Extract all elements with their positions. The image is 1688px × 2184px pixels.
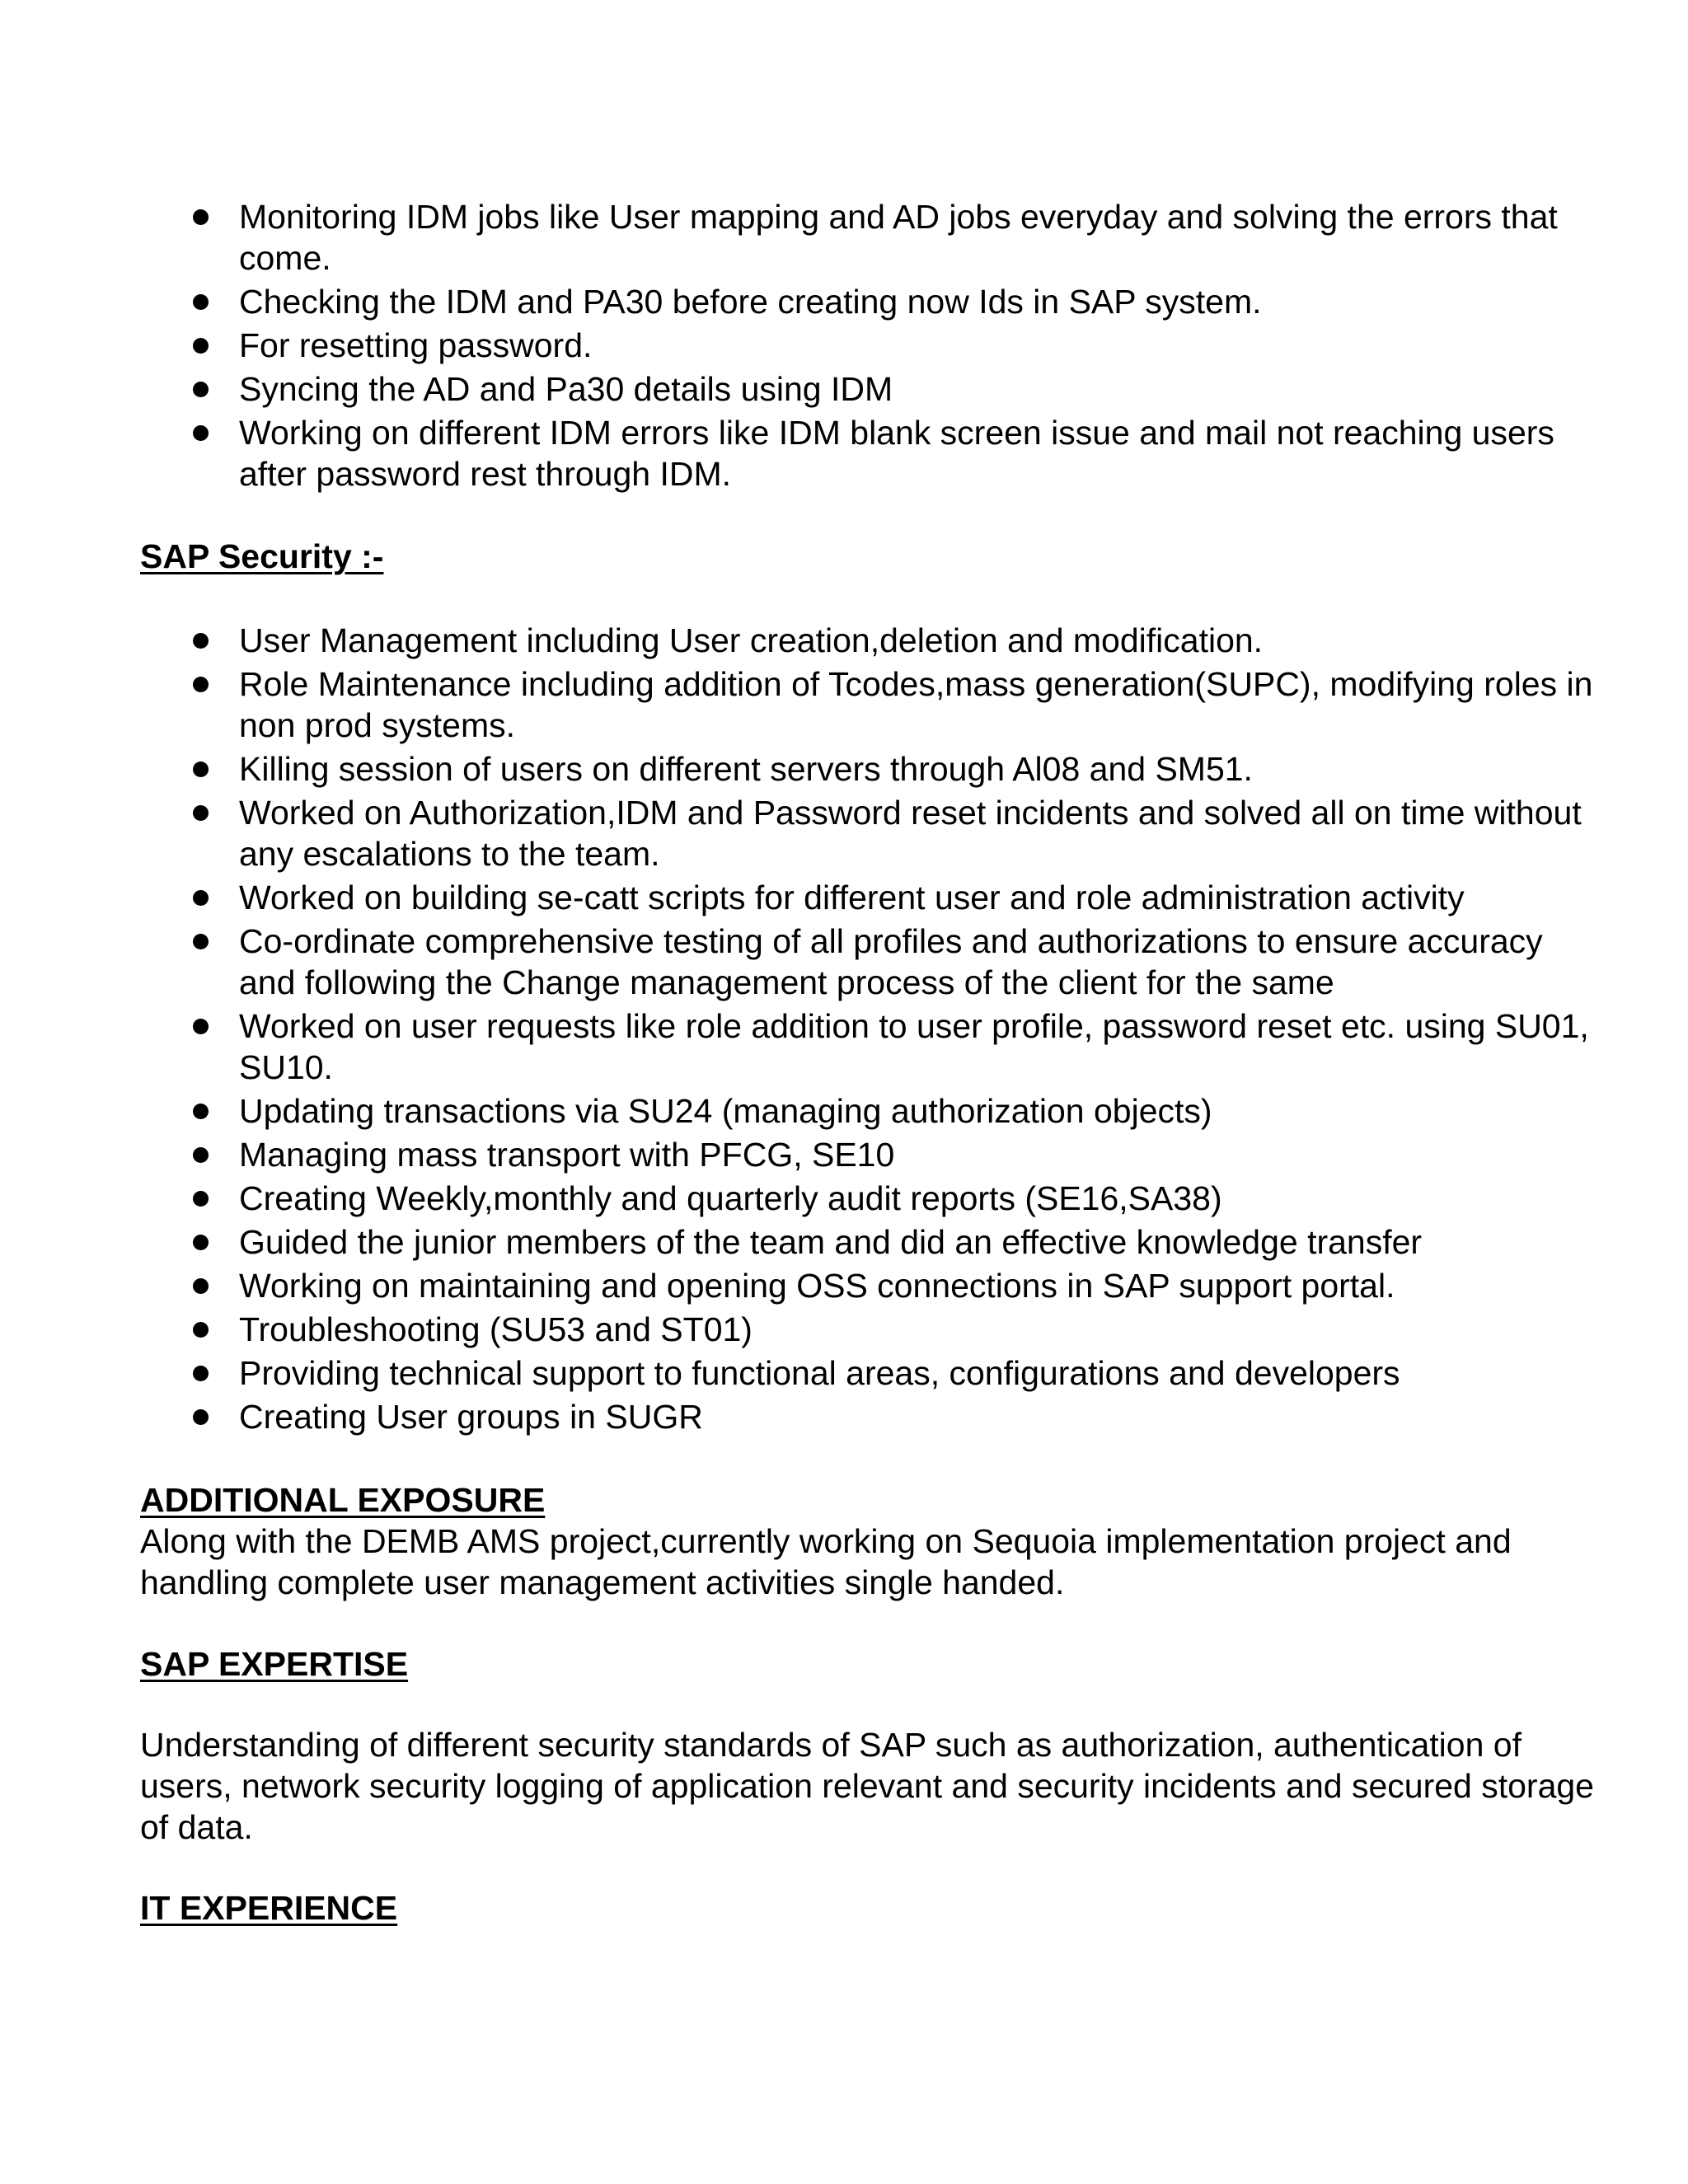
list-item: Creating User groups in SUGR [140,1396,1607,1437]
sap-expertise-text: Understanding of different security standards of SAP such as authorization, authentication of users, network security logging of application relevant and security incidents and secured storage of data. [140,1726,1594,1846]
bullet-dot-icon [193,890,209,906]
bullet-dot-icon [193,1278,209,1294]
list-item: Guided the junior members of the team and did an effective knowledge transfer [140,1221,1607,1263]
bullet-dot-icon [193,1191,209,1207]
list-item: Worked on user requests like role addition to user profile, password reset etc. using SU01, SU10. [140,1005,1607,1088]
intro-bullet-list [140,196,1607,494]
document-content [140,196,1607,1929]
bullet-dot-icon [193,382,209,397]
list-item: Checking the IDM and PA30 before creating now Ids in SAP system. [140,281,1607,322]
list-item: Working on maintaining and opening OSS connections in SAP support portal. [140,1265,1607,1306]
bullet-dot-icon [193,209,209,225]
list-item: Worked on Authorization,IDM and Password reset incidents and solved all on time without any escalations to the team. [140,792,1607,874]
list-item: Worked on building se-catt scripts for different user and role administration activity [140,877,1607,918]
list-item: Troubleshooting (SU53 and ST01) [140,1309,1607,1350]
additional-exposure-heading: ADDITIONAL EXPOSURE [140,1481,546,1519]
bullet-dot-icon [193,1019,209,1034]
list-item: Monitoring IDM jobs like User mapping and AD jobs everyday and solving the errors that come. [140,196,1607,279]
list-item: For resetting password. [140,325,1607,366]
list-item: Providing technical support to functional areas, configurations and developers [140,1352,1607,1394]
sap-security-bullet-list [140,620,1607,1437]
bullet-dot-icon [193,677,209,692]
bullet-dot-icon [193,633,209,649]
sap-expertise-heading: SAP EXPERTISE [140,1645,409,1683]
bullet-dot-icon [193,1104,209,1119]
list-item: Working on different IDM errors like IDM blank screen issue and mail not reaching users after password rest through IDM. [140,412,1607,494]
bullet-dot-icon [193,1409,209,1425]
bullet-dot-icon [193,1235,209,1250]
list-item: Role Maintenance including addition of Tcodes,mass generation(SUPC), modifying roles in non prod systems. [140,663,1607,746]
list-item: Co-ordinate comprehensive testing of all profiles and authorizations to ensure accuracy and following the Change management process of the client for the same [140,921,1607,1003]
it-experience-heading: IT EXPERIENCE [140,1889,398,1927]
list-item: Managing mass transport with PFCG, SE10 [140,1134,1607,1175]
list-item: Updating transactions via SU24 (managing authorization objects) [140,1090,1607,1132]
list-item: User Management including User creation,deletion and modification. [140,620,1607,661]
bullet-dot-icon [193,425,209,441]
additional-exposure-text: Along with the DEMB AMS project,currently working on Sequoia implementation project and handling complete user management activities single handed. [140,1522,1512,1601]
bullet-dot-icon [193,762,209,777]
bullet-dot-icon [193,1366,209,1381]
list-item: Creating Weekly,monthly and quarterly audit reports (SE16,SA38) [140,1178,1607,1219]
list-item: Killing session of users on different servers through Al08 and SM51. [140,748,1607,790]
bullet-dot-icon [193,1322,209,1338]
bullet-dot-icon [193,934,209,949]
bullet-dot-icon [193,338,209,354]
bullet-dot-icon [193,1147,209,1163]
bullet-dot-icon [193,805,209,821]
sap-security-heading: SAP Security :- [140,537,384,575]
list-item: Syncing the AD and Pa30 details using IDM [140,368,1607,410]
bullet-dot-icon [193,294,209,310]
